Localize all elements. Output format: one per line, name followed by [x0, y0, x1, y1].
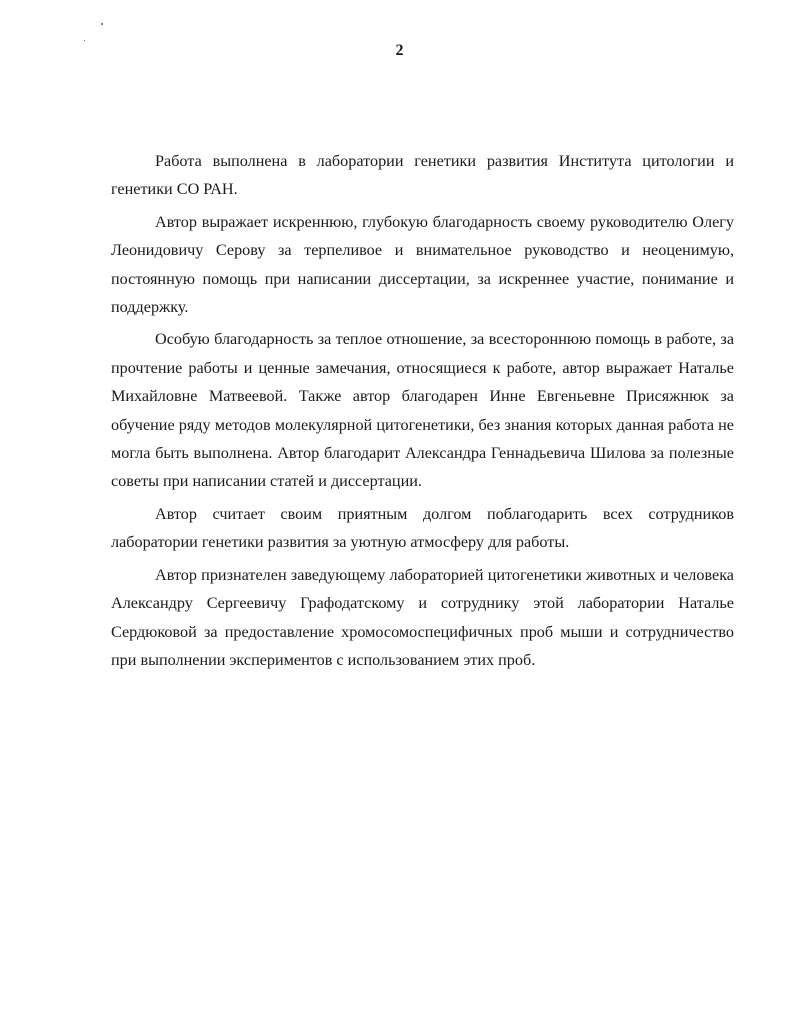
- paragraph-supervisor: Автор выражает искреннюю, глубокую благодарность своему руководителю Олегу Леонидовичу Серову за терпеливое и внимательное руководство и неоценимую, постоянную помощь при написании диссертации, за искреннее участие, понимание и поддержку.: [111, 212, 734, 317]
- paragraph-lab: Работа выполнена в лаборатории генетики развития Института цитологии и генетики СО РАН.: [111, 152, 734, 199]
- scan-speck: [84, 40, 85, 41]
- page-number: 2: [395, 42, 404, 59]
- acknowledgements-text: [111, 147, 734, 678]
- scan-speck: [101, 23, 103, 25]
- paragraph-cytogenetics-lab: Автор признателен заведующему лабораторией цитогенетики животных и человека Александру Сергеевичу Графодатскому и сотруднику этой лаборатории Наталье Сердюковой за предоставление хромосомоспецифичных проб мыши и сотрудничество при выполнении экспериментов с использованием этих проб.: [111, 565, 734, 669]
- paragraph-colleagues: Особую благодарность за теплое отношение, за всестороннюю помощь в работе, за прочтение работы и ценные замечания, относящиеся к работе, автор выражает Наталье Михайловне Матвеевой. Также автор благодарен Инне Евгеньевне Присяжнюк за обучение ряду методов молекулярной цитогенетики, без знания которых данная работа не могла быть выполнена. Автор благодарит Александра Геннадьевича Шилова за полезные советы при написании статей и диссертации.: [111, 330, 734, 491]
- paragraph-staff: Автор считает своим приятным долгом поблагодарить всех сотрудников лаборатории генетики развития за уютную атмосферу для работы.: [111, 504, 734, 552]
